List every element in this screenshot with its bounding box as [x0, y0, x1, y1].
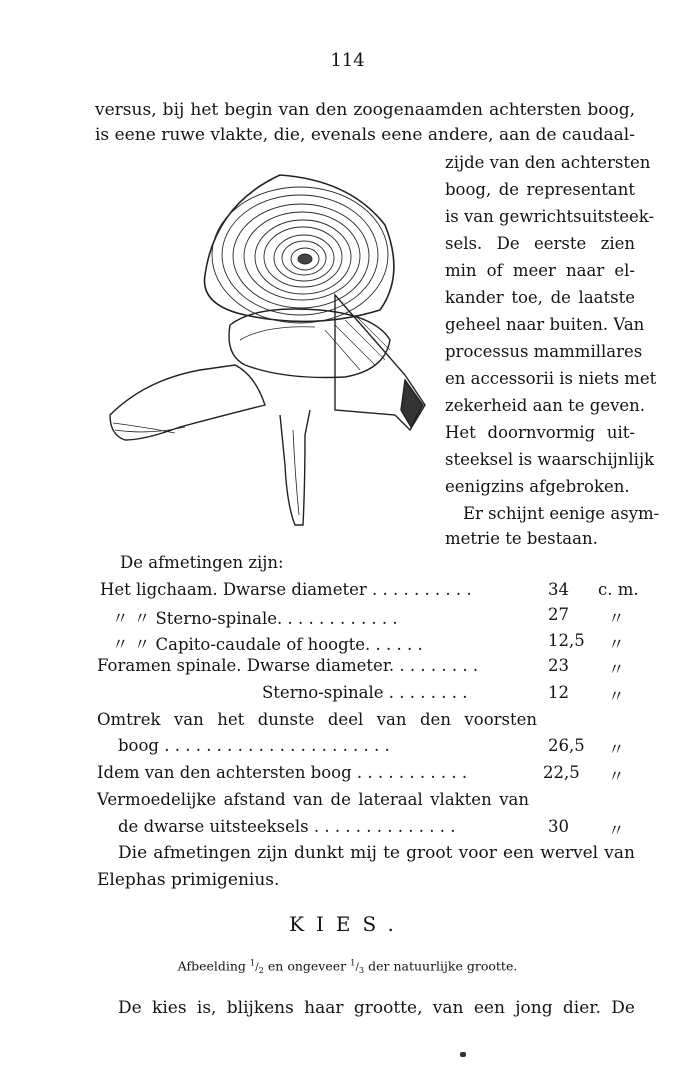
measurement-label: 〃 〃 Capito-caudale of hoogte. . . . . . — [112, 635, 423, 654]
measurement-unit: 〃 — [608, 609, 625, 628]
measurement-label: boog . . . . . . . . . . . . . . . . . . . . . . — [118, 736, 390, 755]
caption-text: en ongeveer — [267, 958, 347, 974]
text-line: boog, de representant — [445, 180, 635, 199]
fraction-half: $^1/_2$ — [249, 958, 264, 976]
measurement-value: 23 — [548, 656, 569, 675]
text-line: Er schijnt eenige asym- — [463, 504, 660, 523]
vertebra-illustration — [105, 165, 435, 530]
text-line: is van gewrichtsuitsteek- — [445, 207, 655, 226]
text-line: zijde van den achtersten — [445, 153, 651, 172]
measurement-label: Vermoedelijke afstand van de lateraal vlakten van — [97, 790, 529, 809]
measurement-unit: c. m. — [598, 580, 639, 599]
figure-caption — [0, 958, 695, 975]
measurement-unit: 〃 — [608, 635, 625, 654]
section-heading: KIES. — [289, 912, 406, 936]
text-line: is eene ruwe vlakte, die, evenals eene andere, aan de caudaal- — [95, 125, 635, 145]
measurement-unit: 〃 — [608, 660, 625, 679]
measurement-unit: 〃 — [608, 740, 625, 759]
text-line: en accessorii is niets met — [445, 369, 657, 388]
text-line: min of meer naar el- — [445, 261, 635, 280]
text-line: zekerheid aan te geven. — [445, 396, 646, 415]
measurements-intro: De afmetingen zijn: — [120, 553, 284, 572]
measurement-label: 〃 〃 Sterno-spinale. . . . . . . . . . . . — [112, 609, 398, 628]
measurement-label: de dwarse uitsteeksels . . . . . . . . . . . . . . — [118, 817, 456, 836]
text-line: sels. De eerste zien — [445, 234, 635, 253]
measurement-value: 34 — [548, 580, 569, 599]
measurement-label: Idem van den achtersten boog . . . . . . . . . . . — [97, 763, 468, 782]
page-number: 114 — [330, 50, 365, 71]
measurement-value: 12 — [548, 683, 569, 702]
text-line: Die afmetingen zijn dunkt mij te groot voor een wervel van — [118, 843, 635, 863]
text-line: steeksel is waarschijnlijk — [445, 450, 655, 469]
measurement-label: Foramen spinale. Dwarse diameter. . . . . . . . . — [97, 656, 479, 675]
text-line: metrie te bestaan. — [445, 529, 598, 548]
measurement-label: Sterno-spinale . . . . . . . . — [262, 683, 468, 702]
measurement-label: Het ligchaam. Dwarse diameter . . . . . . . . . . — [100, 580, 472, 599]
text-line: kander toe, de laatste — [445, 288, 635, 307]
caption-text: der natuurlijke grootte. — [368, 958, 518, 974]
measurement-unit: 〃 — [608, 687, 625, 706]
measurement-value: 22,5 — [543, 763, 580, 782]
text-line: eenigzins afgebroken. — [445, 477, 630, 496]
measurement-value: 30 — [548, 817, 569, 836]
text-line: processus mammillares — [445, 342, 643, 361]
measurement-value: 26,5 — [548, 736, 585, 755]
text-line: Het doornvormig uit- — [445, 423, 635, 442]
fraction-third: $^1/_3$ — [350, 958, 365, 976]
measurement-value: 12,5 — [548, 631, 585, 650]
measurement-unit: 〃 — [608, 767, 625, 786]
caption-text: Afbeelding — [177, 958, 246, 974]
text-line: Elephas primigenius. — [97, 870, 280, 890]
measurement-unit: 〃 — [608, 821, 625, 840]
text-line: De kies is, blijkens haar grootte, van een jong dier. De — [118, 998, 635, 1018]
measurement-label: Omtrek van het dunste deel van den voorsten — [97, 710, 537, 729]
ink-mark — [460, 1052, 466, 1057]
text-line: versus, bij het begin van den zoogenaamden achtersten boog, — [95, 100, 635, 120]
text-line: geheel naar buiten. Van — [445, 315, 645, 334]
measurement-value: 27 — [548, 605, 569, 624]
